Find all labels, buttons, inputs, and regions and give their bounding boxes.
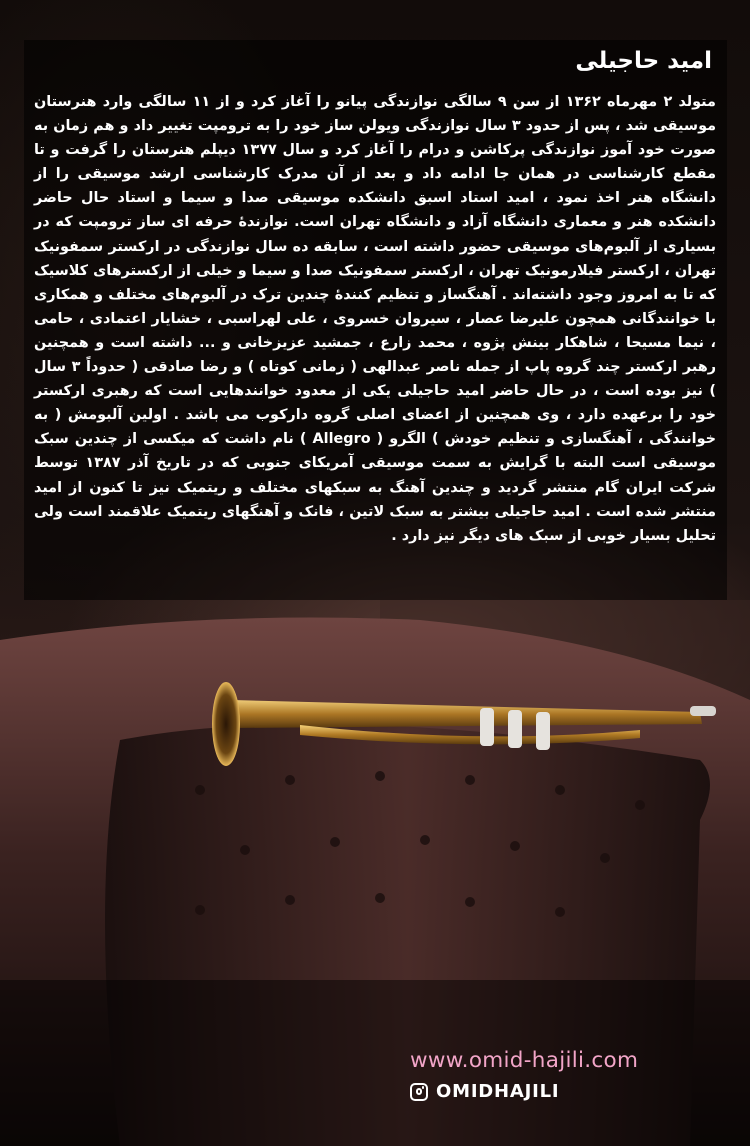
page-title: امید حاجیلی [575, 48, 712, 74]
instagram-row[interactable] [410, 1081, 710, 1102]
footer [410, 1048, 710, 1102]
instagram-icon [410, 1083, 428, 1101]
bio-paragraph: متولد ۲ مهرماه ۱۳۶۲ از سن ۹ سالگی نوازندگی پیانو را آغاز کرد و از ۱۱ سالگی وارد هنرستان موسیقی شد ، پس از حدود ۳ سال نوازندگی ویولن ساز خود را به ترومپت تغییر داد و هم زمان به صورت خود آموز نوازندگی پرکاشن و درام را آغاز کرد و سال ۱۳۷۷ دیپلم هنرستان را گرفت و تا مقطع کارشناسی در همان جا ادامه داد و بعد از آن مدرک کارشناسی ارشد موسیقی را از دانشگاه هنر اخذ نمود ، امید استاد اسبق دانشکده موسیقی صدا و سیما و استاد حال حاضر دانشکده هنر و معماری دانشگاه آزاد و دانشگاه تهران است. نوازندهٔ حرفه ای ساز ترومپت که در بسیاری از آلبوم‌های موسیقی حضور داشته است ، سابقه ده سال نوازندگی در ارکستر سمفونیک تهران ، ارکستر فیلارمونیک تهران ، ارکستر سمفونیک صدا و سیما و خیلی از ارکسترهای کلاسیک که تا به امروز وجود داشته‌اند . آهنگساز و تنظیم کنندهٔ چندین ترک در آلبوم‌های مختلف و همکاری با خوانندگانی همچون علیرضا عصار ، سیروان خسروی ، علی لهراسبی ، خشایار اعتمادی ، حامی ، نیما مسیحا ، شاهکار بینش پژوه ، محمد زارع ، جمشید عزیزخانی و ... داشته است و همچنین رهبر ارکستر چند گروه پاپ از جمله ناصر عبدالهی ( زمانی کوتاه ) و رضا صادقی ( حدوداً ۳ سال ) نیز بوده است ، در حال حاضر امید حاجیلی یکی از معدود خوانندهایی است که رهبری ارکستر خود را برعهده دارد ، وی همچنین از اعضای اصلی گروه داركوب می باشد . اولین آلبومش ( به خوانندگی ، آهنگسازی و تنظیم خودش ) الگرو ( Allegro ) نام داشت که میکسی از چندین سبک موسیقی است البته با گرایش به سمت موسیقی آمریکای جنوبی که در تاریخ آذر ۱۳۸۷ توسط شرکت ایران گام منتشر گردید و چندین آهنگ به سبکهای مختلف و ریتمیک نیز تا کنون از امید منتشر شده است . امید حاجیلی بیشتر به سبک لاتین ، فانک و آهنگهای ریتمیک علاقمند است ولی تحلیل بسیار خوبی از سبک های دیگر نیز دارد . [34, 94, 716, 544]
instagram-handle[interactable]: OMIDHAJILI [436, 1081, 560, 1102]
website-link[interactable]: www.omid-hajili.com [410, 1048, 639, 1073]
